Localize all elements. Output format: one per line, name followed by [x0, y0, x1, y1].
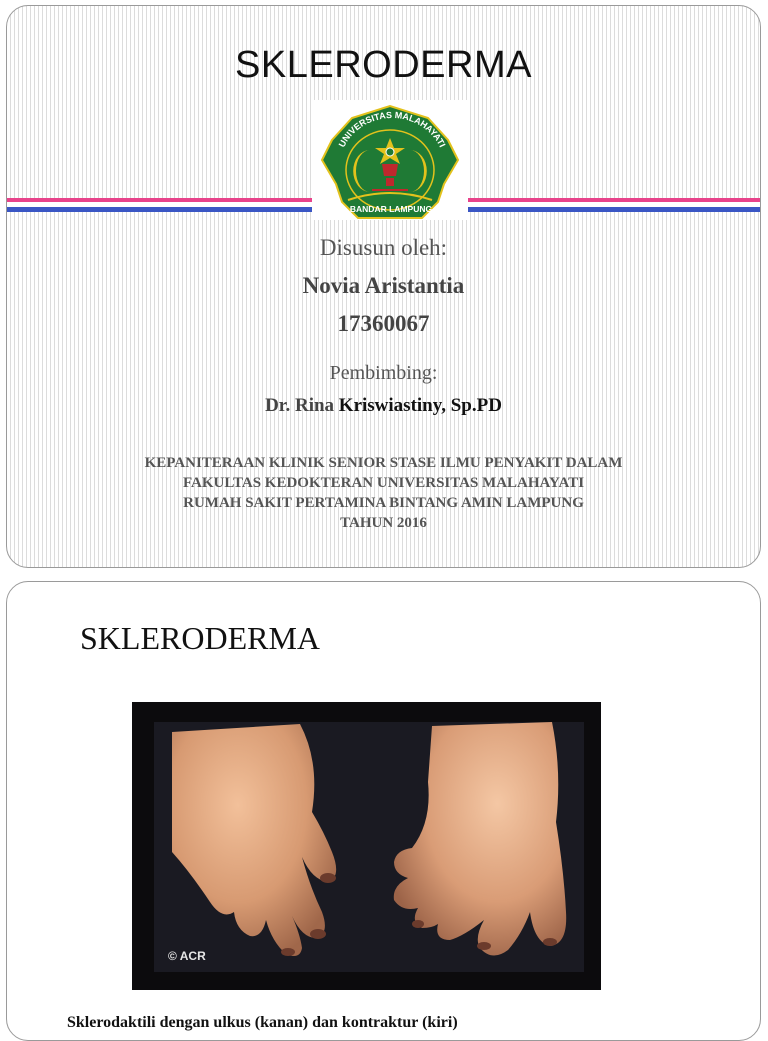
content-slide	[6, 581, 761, 1041]
clinical-photo	[132, 702, 601, 990]
slide-title: SKLERODERMA	[80, 620, 321, 656]
title-slide	[6, 5, 761, 568]
svg-text:BANDAR LAMPUNG	[350, 204, 433, 214]
logo-bottom-text: BANDAR LAMPUNG	[349, 204, 433, 214]
slide-title: SKLERODERMA	[235, 44, 532, 86]
author-label: Disusun oleh:	[319, 235, 448, 260]
author-name: Novia Aristantia	[302, 273, 465, 298]
supervisor-prefix: Dr. Rina	[265, 395, 339, 416]
institution-line: FAKULTAS KEDOKTERAN UNIVERSITAS MALAHAYATI	[182, 475, 585, 491]
supervisor-label: Pembimbing:	[329, 362, 438, 384]
institution-line: RUMAH SAKIT PERTAMINA BINTANG AMIN LAMPUNG	[183, 495, 584, 511]
author-id: 17360067	[337, 311, 430, 336]
logo-top-text: UNIVERSITAS MALAHAYATI	[336, 109, 448, 149]
supervisor-surname: Kriswiastiny, Sp.PD	[338, 395, 502, 416]
photo-credit: © ACR	[168, 949, 206, 963]
institution-line: KEPANITERAAN KLINIK SENIOR STASE ILMU PENYAKIT DALAM	[144, 455, 623, 471]
university-logo-icon	[312, 100, 468, 220]
university-logo	[312, 100, 468, 220]
supervisor-name	[7, 395, 760, 417]
hands-photo-illustration	[132, 702, 601, 990]
institution-year: TAHUN 2016	[340, 515, 427, 531]
photo-caption: Sklerodaktili dengan ulkus (kanan) dan kontraktur (kiri)	[67, 1014, 458, 1031]
